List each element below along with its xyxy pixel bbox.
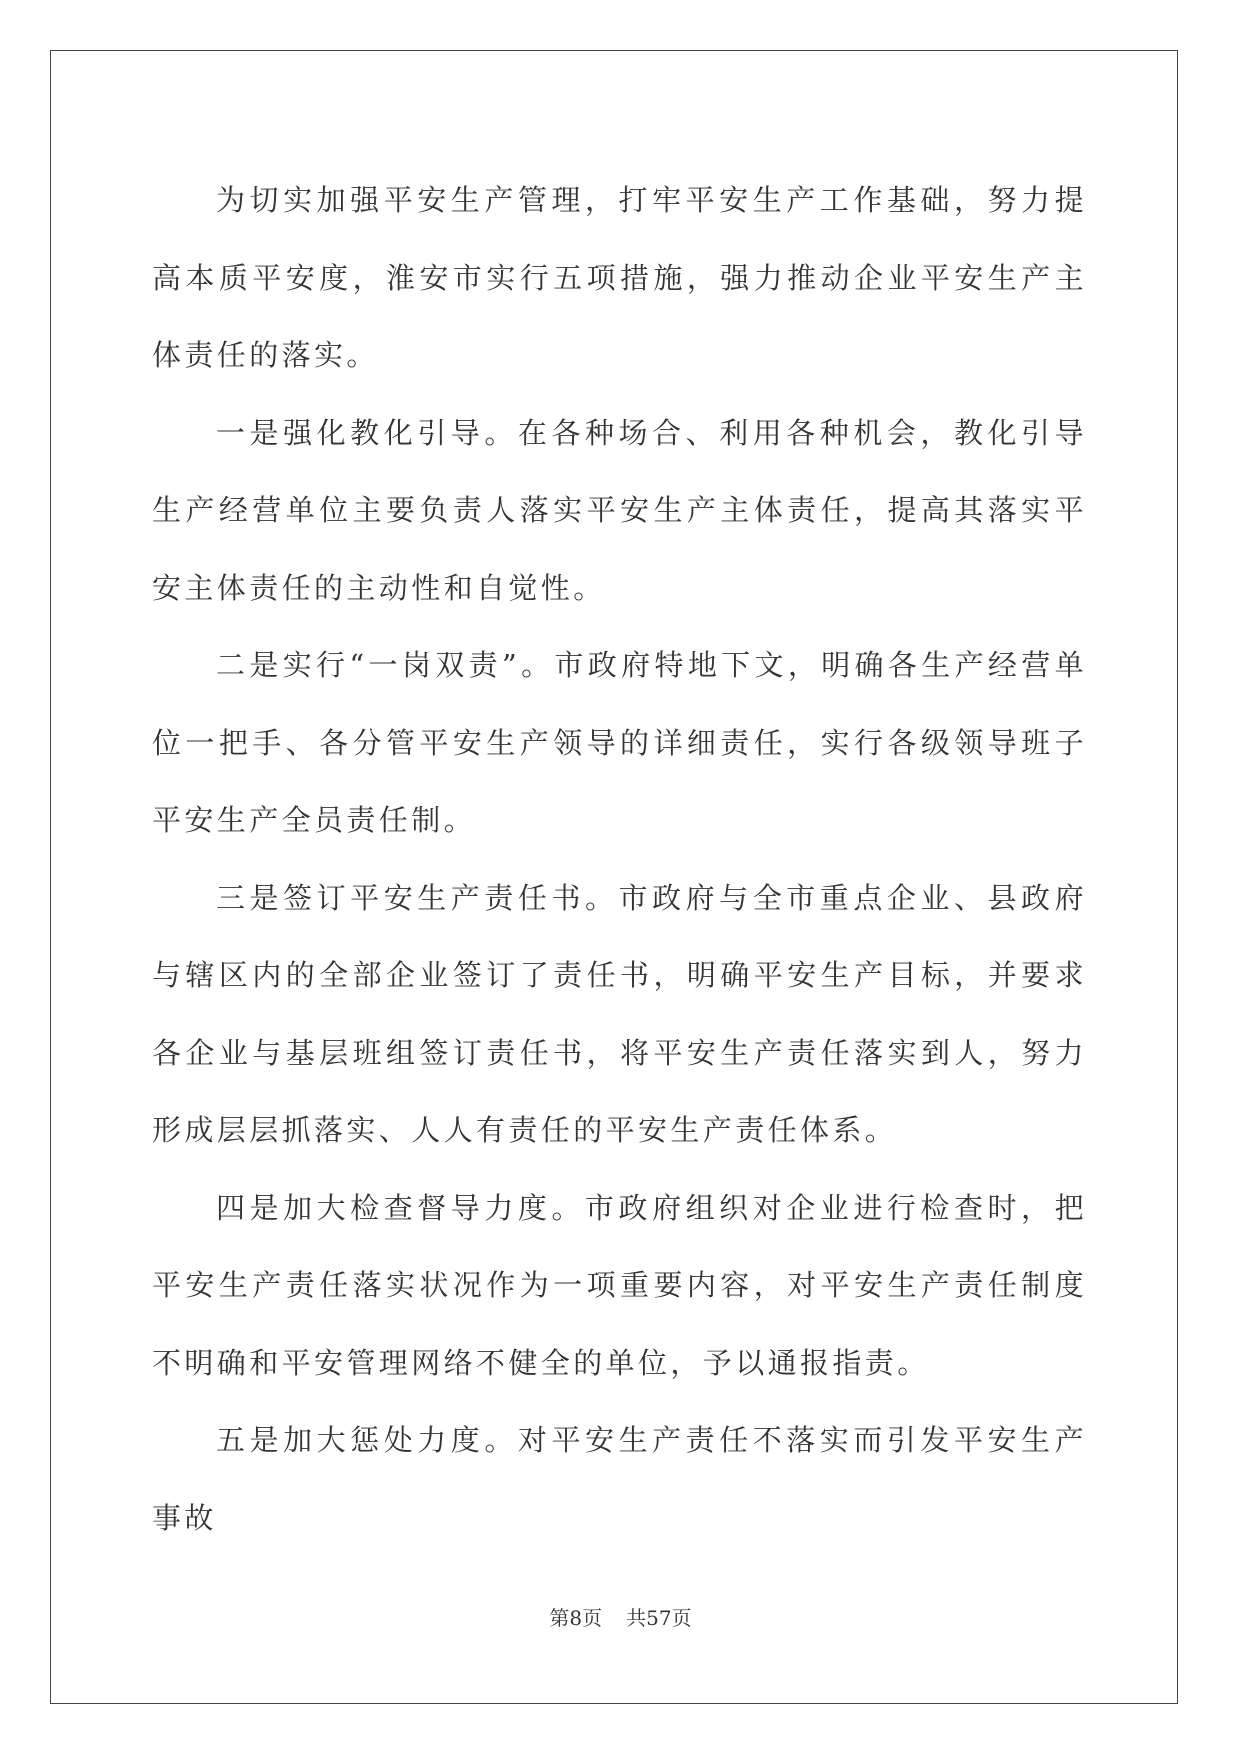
paragraph-intro: 为切实加强平安生产管理，打牢平安生产工作基础，努力提高本质平安度，淮安市实行五项措施，强力推动企业平安生产主体责任的落实。	[152, 183, 1087, 372]
total-pages-label: 共57页	[626, 1606, 692, 1630]
page-footer	[0, 1606, 1241, 1630]
paragraph-measure-1: 一是强化教化引导。在各种场合、利用各种机会，教化引导生产经营单位主要负责人落实平安生产主体责任，提高其落实平安主体责任的主动性和自觉性。	[152, 415, 1087, 605]
document-body	[152, 162, 1087, 1557]
paragraph-measure-5: 五是加大惩处力度。对平安生产责任不落实而引发平安生产事故	[152, 1423, 1087, 1535]
paragraph-measure-2: 二是实行“一岗双责”。市政府特地下文，明确各生产经营单位一把手、各分管平安生产领导的详细责任，实行各级领导班子平安生产全员责任制。	[152, 648, 1087, 837]
paragraph-measure-4: 四是加大检查督导力度。市政府组织对企业进行检查时，把平安生产责任落实状况作为一项重要内容，对平安生产责任制度不明确和平安管理网络不健全的单位，予以通报指责。	[152, 1190, 1087, 1380]
current-page-label: 第8页	[549, 1606, 603, 1630]
paragraph-measure-3: 三是签订平安生产责任书。市政府与全市重点企业、县政府与辖区内的全部企业签订了责任书，明确平安生产目标，并要求各企业与基层班组签订责任书，将平安生产责任落实到人，努力形成层层抓落实、人人有责任的平安生产责任体系。	[152, 880, 1087, 1147]
